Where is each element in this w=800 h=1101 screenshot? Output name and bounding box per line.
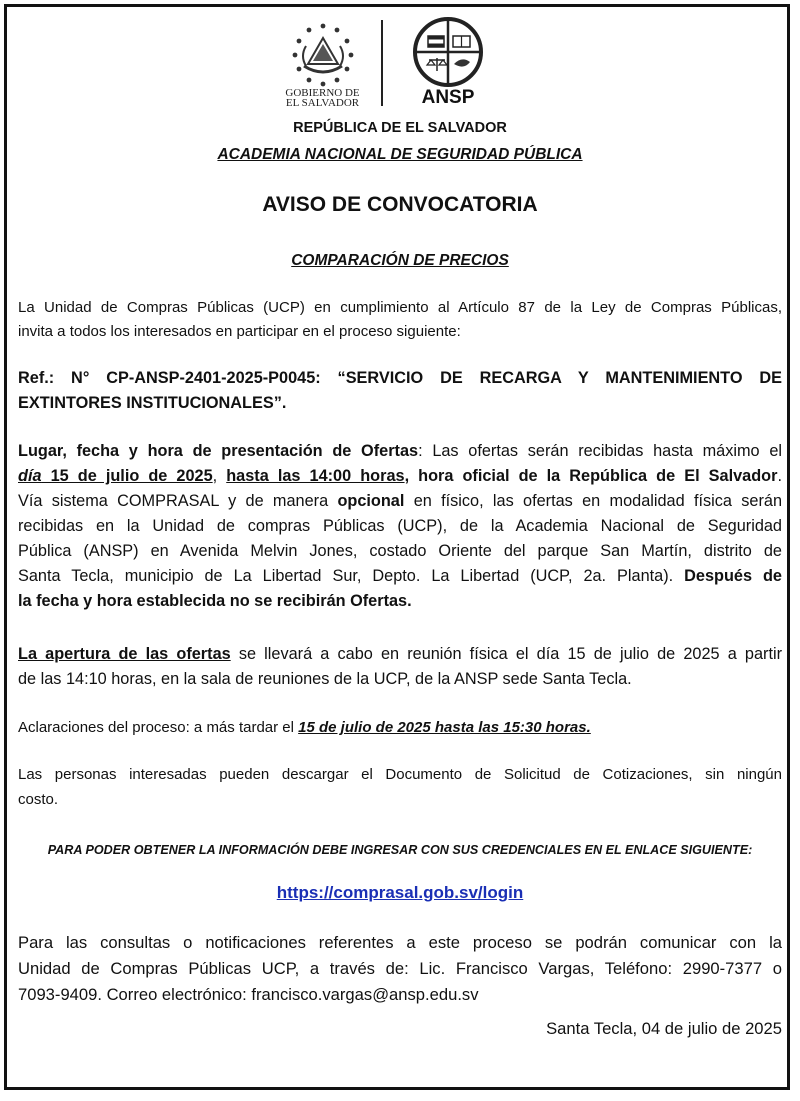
- ansp-logo: [400, 16, 496, 107]
- submission-date: 15 de julio de 2025: [41, 467, 213, 485]
- submission-line-6a: Santa Tecla, municipio de La Libertad Sur, Depto. La Libertad (UCP, 2a. Planta).: [18, 567, 685, 585]
- notice-title: AVISO DE CONVOCATORIA: [262, 193, 538, 216]
- submission-line-2: [18, 464, 782, 489]
- submission-line-4: recibidas en la Unidad de compras Públicas (UCP), de la Academia Nacional de Seguridad: [18, 517, 782, 535]
- download-line-2: costo.: [18, 791, 59, 808]
- submission-line-6: [18, 564, 782, 589]
- submission-line-3: [18, 489, 782, 514]
- submission-comma: ,: [212, 467, 227, 485]
- ansp-emblem-icon: [406, 16, 490, 88]
- intro-line-1: La Unidad de Compras Públicas (UCP) en cumplimiento al Artículo 87 de la Ley de Compras Públicas,: [18, 299, 782, 316]
- opening-text: se llevará a cabo en reunión física el día 15 de julio de 2025 a partir: [230, 645, 783, 663]
- intro-line-2: invita a todos los interesados en participar en el proceso siguiente:: [18, 323, 461, 340]
- submission-period: .: [777, 467, 782, 485]
- logo-divider: [381, 20, 383, 106]
- submission-official-time: , hora oficial de la República de El Salvador: [404, 467, 778, 485]
- submission-opcional: opcional: [337, 492, 405, 510]
- country-heading: REPÚBLICA DE EL SALVADOR: [293, 120, 507, 136]
- submission-line-7: la fecha y hora establecida no se recibirán Ofertas.: [18, 592, 412, 610]
- download-line-1: Las personas interesadas pueden descargar el Documento de Solicitud de Cotizaciones, sin ningún: [18, 766, 782, 783]
- coat-of-arms-icon: [288, 22, 358, 88]
- submission-heading: Lugar, fecha y hora de presentación de Ofertas: [18, 442, 419, 460]
- submission-line-3b: en físico, las ofertas en modalidad física serán: [404, 492, 782, 510]
- instructions-text: PARA PODER OBTENER LA INFORMACIÓN DEBE INGRESAR CON SUS CREDENCIALES EN EL ENLACE SIGUIENTE:: [47, 843, 753, 857]
- reference-line-1: Ref.: N° CP-ANSP-2401-2025-P0045: “SERVICIO DE RECARGA Y MANTENIMIENTO DE: [18, 369, 782, 387]
- submission-line-1: [18, 439, 782, 464]
- opening-heading: La apertura de las ofertas: [18, 645, 231, 663]
- clarifications-line: [18, 715, 782, 740]
- clarifications-text: Aclaraciones del proceso: a más tardar el: [18, 719, 299, 736]
- institution-heading: ACADEMIA NACIONAL DE SEGURIDAD PÚBLICA: [217, 146, 583, 163]
- gobierno-logo: [270, 22, 375, 108]
- submission-hour: hasta las 14:00 horas: [226, 467, 405, 485]
- link-row: [18, 880, 782, 905]
- comprasal-login-link[interactable]: https://comprasal.gob.sv/login: [276, 883, 524, 902]
- ansp-label: ANSP: [421, 87, 475, 108]
- logo-bar: [0, 14, 800, 109]
- gobierno-line2: EL SALVADOR: [285, 97, 360, 109]
- contact-line-3: 7093-9409. Correo electrónico: francisco.vargas@ansp.edu.sv: [18, 985, 479, 1004]
- submission-deadline-warning: Después de: [684, 567, 782, 585]
- reference-line-2: EXTINTORES INSTITUCIONALES”.: [18, 394, 287, 412]
- gobierno-line1: GOBIERNO DE: [285, 87, 360, 99]
- opening-line-1: [18, 642, 782, 667]
- submission-line-5: Pública (ANSP) en Avenida Melvin Jones, costado Oriente del parque San Martín, distrito de: [18, 542, 782, 560]
- modality-heading: COMPARACIÓN DE PRECIOS: [291, 252, 509, 269]
- submission-line-3a: Vía sistema COMPRASAL y de manera: [18, 492, 338, 510]
- signature-date: Santa Tecla, 04 de julio de 2025: [546, 1019, 782, 1038]
- submission-dia: día: [18, 467, 42, 485]
- opening-line-2: de las 14:10 horas, en la sala de reuniones de la UCP, de la ANSP sede Santa Tecla.: [18, 670, 632, 688]
- contact-line-2: Unidad de Compras Públicas UCP, a través de: Lic. Francisco Vargas, Teléfono: 2990-7377 o: [18, 959, 782, 978]
- clarifications-deadline: 15 de julio de 2025 hasta las 15:30 horas.: [298, 719, 591, 736]
- submission-text: : Las ofertas serán recibidas hasta máximo el: [418, 442, 783, 460]
- contact-line-1: Para las consultas o notificaciones referentes a este proceso se podrán comunicar con la: [18, 933, 782, 952]
